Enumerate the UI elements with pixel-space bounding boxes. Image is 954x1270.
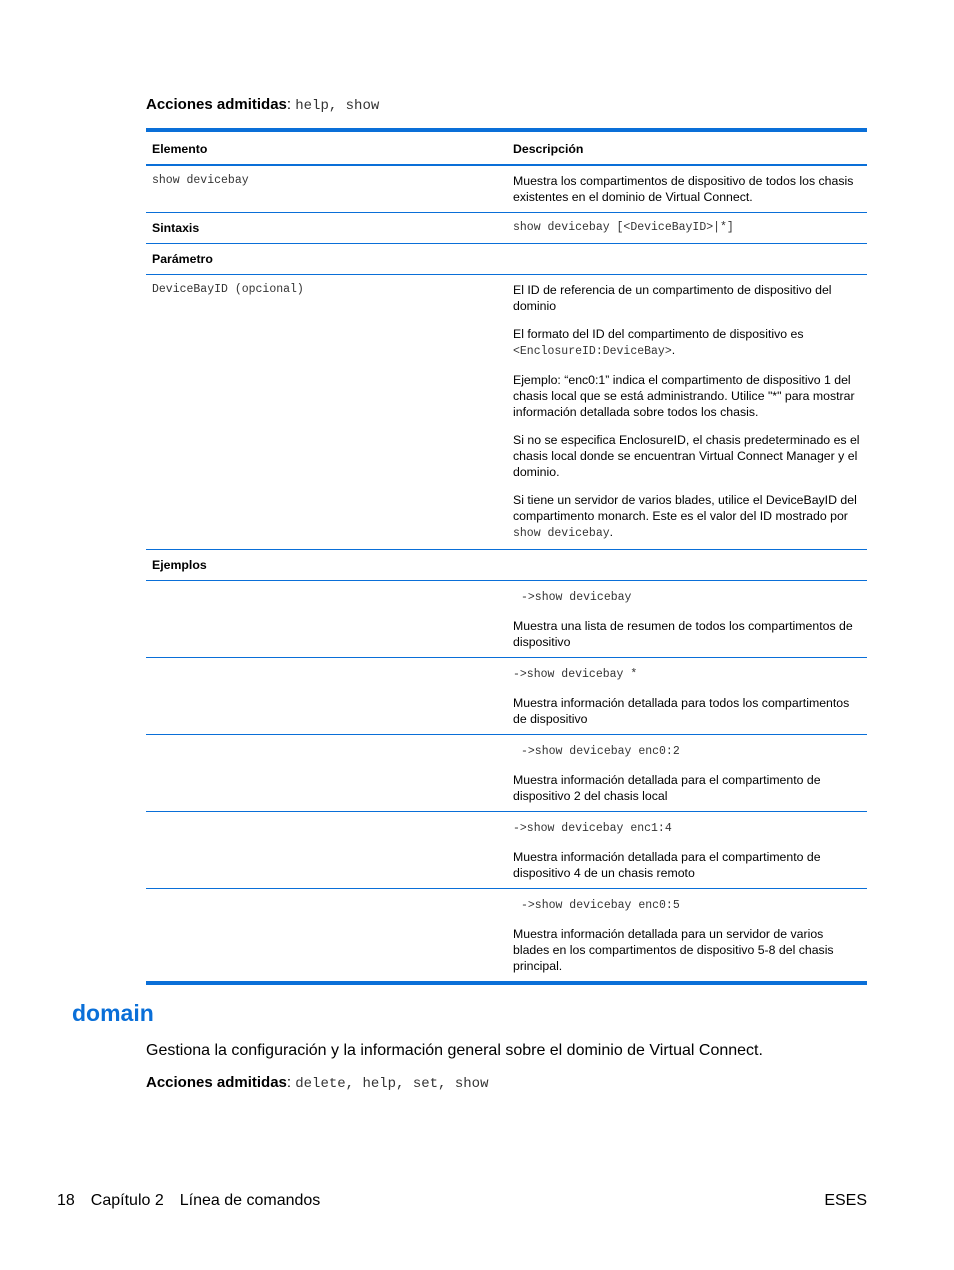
parameter-row: [146, 275, 867, 550]
element-cell: show devicebay: [146, 165, 507, 213]
table-row: [146, 165, 867, 213]
supported-actions-top: Acciones admitidas: help, show: [146, 96, 380, 114]
chapter-title: Línea de comandos: [179, 1192, 321, 1209]
example-command: ->show devicebay: [521, 591, 632, 604]
footer-locale: ESES: [824, 1192, 867, 1209]
syntax-row: [146, 213, 867, 244]
actions-commands: delete, help, set, show: [295, 1076, 489, 1092]
example-command: ->show devicebay enc1:4: [513, 822, 672, 835]
syntax-label: Sintaxis: [146, 213, 507, 244]
supported-actions-domain: Acciones admitidas: delete, help, set, show: [146, 1074, 489, 1092]
actions-commands: help, show: [295, 98, 380, 114]
param-paragraph-4: Si no se especifica EnclosureID, el chasis predeterminado es el chasis local donde se encuentran Virtual Connect Manager y el dominio.: [513, 433, 860, 479]
param-paragraph-2: El formato del ID del compartimento de dispositivo es <EnclosureID:DeviceBay>.: [513, 327, 804, 358]
parameter-header-row: [146, 244, 867, 275]
param-paragraph-3: Ejemplo: “enc0:1” indica el compartimento de dispositivo 1 del chasis local que se está administrando. Utilice "*" para mostrar información detallada sobre todos los chasis.: [513, 373, 855, 419]
element-description-cell: Muestra los compartimentos de dispositivo de todos los chasis existentes en el dominio de Virtual Connect.: [507, 165, 867, 213]
header-description: Descripción: [507, 130, 867, 165]
example-row: [146, 581, 867, 658]
example-command: ->show devicebay enc0:2: [521, 745, 680, 758]
syntax-value: show devicebay [<DeviceBayID>|*]: [507, 213, 867, 244]
table-header-row: [146, 130, 867, 165]
section-intro: Gestiona la configuración y la información general sobre el dominio de Virtual Connect.: [146, 1042, 763, 1059]
example-row: [146, 658, 867, 735]
devicebay-reference-table: [146, 128, 867, 985]
parameter-name: DeviceBayID (opcional): [146, 275, 507, 550]
example-description: Muestra información detallada para el compartimento de dispositivo 2 del chasis local: [513, 773, 821, 803]
parameter-description: [507, 275, 867, 550]
param-paragraph-1: El ID de referencia de un compartimento de dispositivo del dominio: [513, 283, 832, 313]
example-row: [146, 812, 867, 889]
example-description: Muestra información detallada para un servidor de varios blades en los compartimentos de dispositivo 5-8 del chasis principal.: [513, 927, 834, 973]
show-devicebay-code: show devicebay: [513, 527, 610, 540]
examples-header: Ejemplos: [146, 550, 507, 581]
example-description: Muestra información detallada para el compartimento de dispositivo 4 de un chasis remoto: [513, 850, 821, 880]
example-description: Muestra una lista de resumen de todos los compartimentos de dispositivo: [513, 619, 853, 649]
example-command: ->show devicebay *: [513, 668, 638, 681]
parameter-header: Parámetro: [146, 244, 507, 275]
param-paragraph-5: Si tiene un servidor de varios blades, utilice el DeviceBayID del compartimento monarch. Este es el valor del ID mostrado por show devicebay.: [513, 493, 857, 540]
actions-label: Acciones admitidas: [146, 96, 287, 113]
chapter-label: Capítulo 2: [90, 1192, 164, 1209]
page-footer: [57, 1192, 336, 1210]
example-row: [146, 889, 867, 984]
enclosure-format-code: <EnclosureID:DeviceBay>: [513, 345, 672, 358]
example-description: Muestra información detallada para todos los compartimentos de dispositivo: [513, 696, 850, 726]
header-element: Elemento: [146, 130, 507, 165]
actions-label: Acciones admitidas: [146, 1074, 287, 1091]
section-title: domain: [72, 1000, 154, 1026]
example-row: [146, 735, 867, 812]
examples-header-row: [146, 550, 867, 581]
example-command: ->show devicebay enc0:5: [521, 899, 680, 912]
page-number: 18: [57, 1192, 75, 1209]
